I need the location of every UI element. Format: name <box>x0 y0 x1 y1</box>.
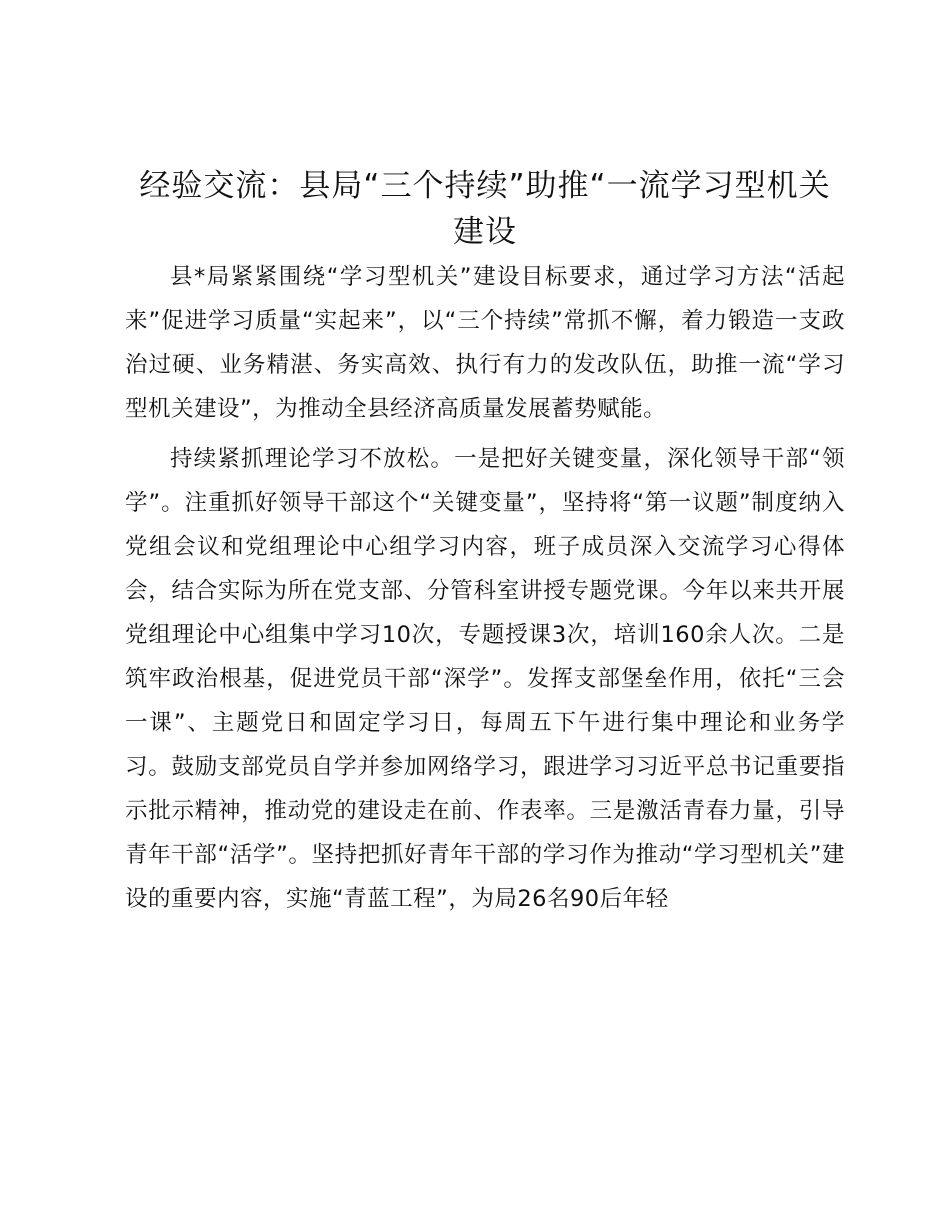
theory-study-paragraph: 持续紧抓理论学习不放松。一是把好关键变量，深化领导干部“领学”。注重抓好领导干部这个“关键变量”，坚持将“第一议题”制度纳入党组会议和党组理论中心组学习内容，班子成员深入交流学习心得体会，结合实际为所在党支部、分管科室讲授专题党课。今年以来共开展党组理论中心组集中学习10次，专题授课3次，培训160余人次。二是筑牢政治根基，促进党员干部“深学”。发挥支部堡垒作用，依托“三会一课”、主题党日和固定学习日，每周五下午进行集中理论和业务学习。鼓励支部党员自学并参加网络学习，跟进学习习近平总书记重要指示批示精神，推动党的建设走在前、作表率。三是激活青春力量，引导青年干部“活学”。坚持把抓好青年干部的学习作为推动“学习型机关”建设的重要内容，实施“青蓝工程”，为局26名90后年轻 <box>125 446 845 912</box>
document-body <box>125 163 845 921</box>
intro-paragraph: 县*局紧紧围绕“学习型机关”建设目标要求，通过学习方法“活起来”促进学习质量“实起来”，以“三个持续”常抓不懈，着力锻造一支政治过硬、业务精湛、务实高效、执行有力的发改队伍，助推一流“学习型机关建设”，为推动全县经济高质量发展蓄势赋能。 <box>125 264 845 422</box>
document-title: 经验交流：县局“三个持续”助推“一流学习型机关建设 <box>139 168 831 250</box>
